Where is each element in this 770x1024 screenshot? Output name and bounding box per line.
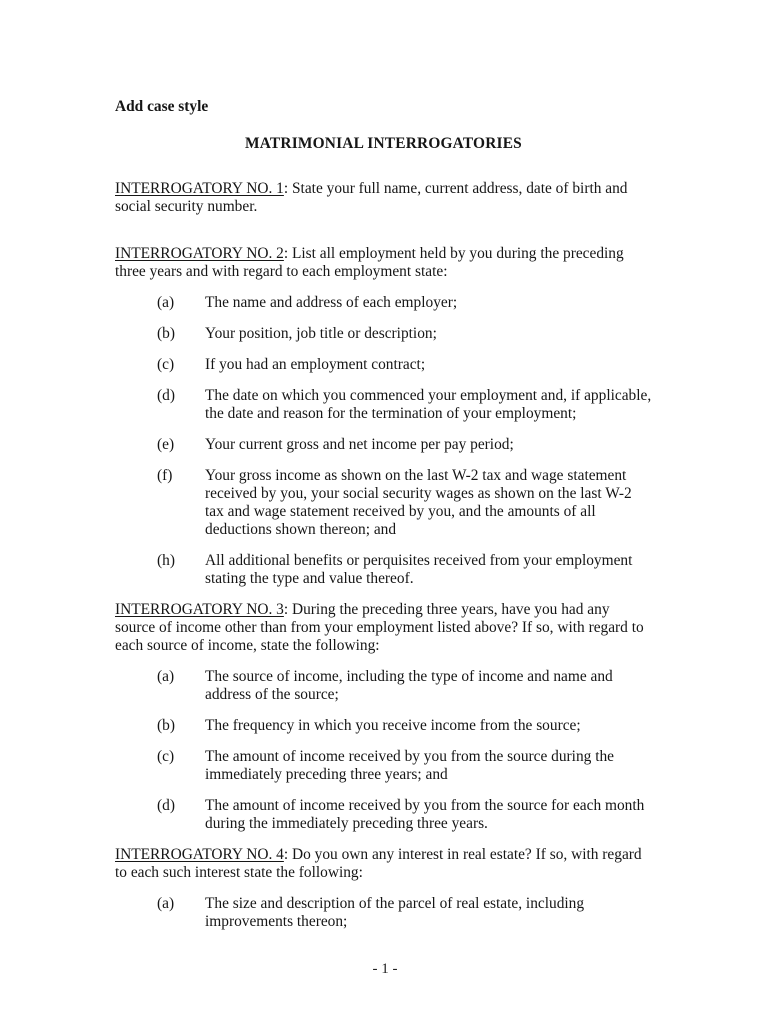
interrogatory-section bbox=[115, 601, 652, 833]
document-title: MATRIMONIAL INTERROGATORIES bbox=[245, 135, 522, 152]
list-item bbox=[115, 294, 652, 312]
item-list bbox=[115, 895, 652, 931]
interrogatory-section bbox=[115, 846, 652, 931]
item-text: The size and description of the parcel of real estate, including improvements thereon; bbox=[205, 895, 585, 930]
interrogatories-list bbox=[115, 180, 652, 931]
list-item bbox=[115, 748, 652, 784]
item-text: Your gross income as shown on the last W-2 tax and wage statement received by you, your social security wages as shown on the last W-2 tax and wage statement received by you, and the amounts of all deductions shown thereon; and bbox=[205, 467, 632, 538]
page-number: - 1 - bbox=[372, 961, 398, 977]
list-item bbox=[115, 552, 652, 588]
item-marker: (c) bbox=[157, 356, 175, 373]
interrogatory-label: INTERROGATORY NO. 2 bbox=[115, 245, 284, 262]
item-marker: (a) bbox=[157, 895, 175, 912]
item-marker: (d) bbox=[157, 387, 175, 404]
interrogatory-text: : List all employment held by you during the preceding three years and with regard to each employment state: bbox=[115, 245, 624, 280]
interrogatory-label: INTERROGATORY NO. 4 bbox=[115, 846, 284, 863]
list-item bbox=[115, 895, 652, 931]
interrogatory-paragraph bbox=[115, 180, 652, 216]
item-marker: (b) bbox=[157, 717, 175, 734]
list-item bbox=[115, 467, 652, 539]
interrogatory-section bbox=[115, 245, 652, 588]
interrogatory-paragraph bbox=[115, 846, 652, 882]
list-item bbox=[115, 325, 652, 343]
interrogatory-text: : State your full name, current address, date of birth and social security number. bbox=[115, 180, 628, 215]
item-marker: (a) bbox=[157, 668, 175, 685]
item-text: The frequency in which you receive income from the source; bbox=[205, 717, 581, 734]
item-marker: (c) bbox=[157, 748, 175, 765]
item-marker: (a) bbox=[157, 294, 175, 311]
item-text: Your position, job title or description; bbox=[205, 325, 437, 342]
interrogatory-paragraph bbox=[115, 245, 652, 281]
item-text: All additional benefits or perquisites received from your employment stating the type and value thereof. bbox=[205, 552, 633, 587]
item-text: The date on which you commenced your employment and, if applicable, the date and reason for the termination of your employment; bbox=[205, 387, 652, 422]
item-text: The amount of income received by you from the source for each month during the immediately preceding three years. bbox=[205, 797, 645, 832]
list-item bbox=[115, 356, 652, 374]
item-marker: (e) bbox=[157, 436, 175, 453]
interrogatory-paragraph bbox=[115, 601, 652, 655]
list-item bbox=[115, 717, 652, 735]
list-item bbox=[115, 797, 652, 833]
item-list bbox=[115, 668, 652, 833]
list-item bbox=[115, 668, 652, 704]
list-item bbox=[115, 436, 652, 454]
item-text: The amount of income received by you from the source during the immediately preceding three years; and bbox=[205, 748, 615, 783]
item-text: If you had an employment contract; bbox=[205, 356, 426, 373]
item-marker: (d) bbox=[157, 797, 175, 814]
item-text: The name and address of each employer; bbox=[205, 294, 458, 311]
item-text: Your current gross and net income per pay period; bbox=[205, 436, 514, 453]
item-list bbox=[115, 294, 652, 588]
item-marker: (f) bbox=[157, 467, 173, 484]
interrogatory-section bbox=[115, 180, 652, 216]
document-content bbox=[115, 98, 652, 931]
list-item bbox=[115, 387, 652, 423]
case-style-note: Add case style bbox=[115, 98, 209, 115]
interrogatory-text: : Do you own any interest in real estate? If so, with regard to each such interest state the following: bbox=[115, 846, 642, 881]
item-marker: (h) bbox=[157, 552, 175, 569]
item-marker: (b) bbox=[157, 325, 175, 342]
item-text: The source of income, including the type of income and name and address of the source; bbox=[205, 668, 613, 703]
interrogatory-text: : During the preceding three years, have you had any source of income other than from your employment listed above? If so, with regard to each source of income, state the following: bbox=[115, 601, 644, 654]
interrogatory-label: INTERROGATORY NO. 1 bbox=[115, 180, 284, 197]
interrogatory-label: INTERROGATORY NO. 3 bbox=[115, 601, 284, 618]
